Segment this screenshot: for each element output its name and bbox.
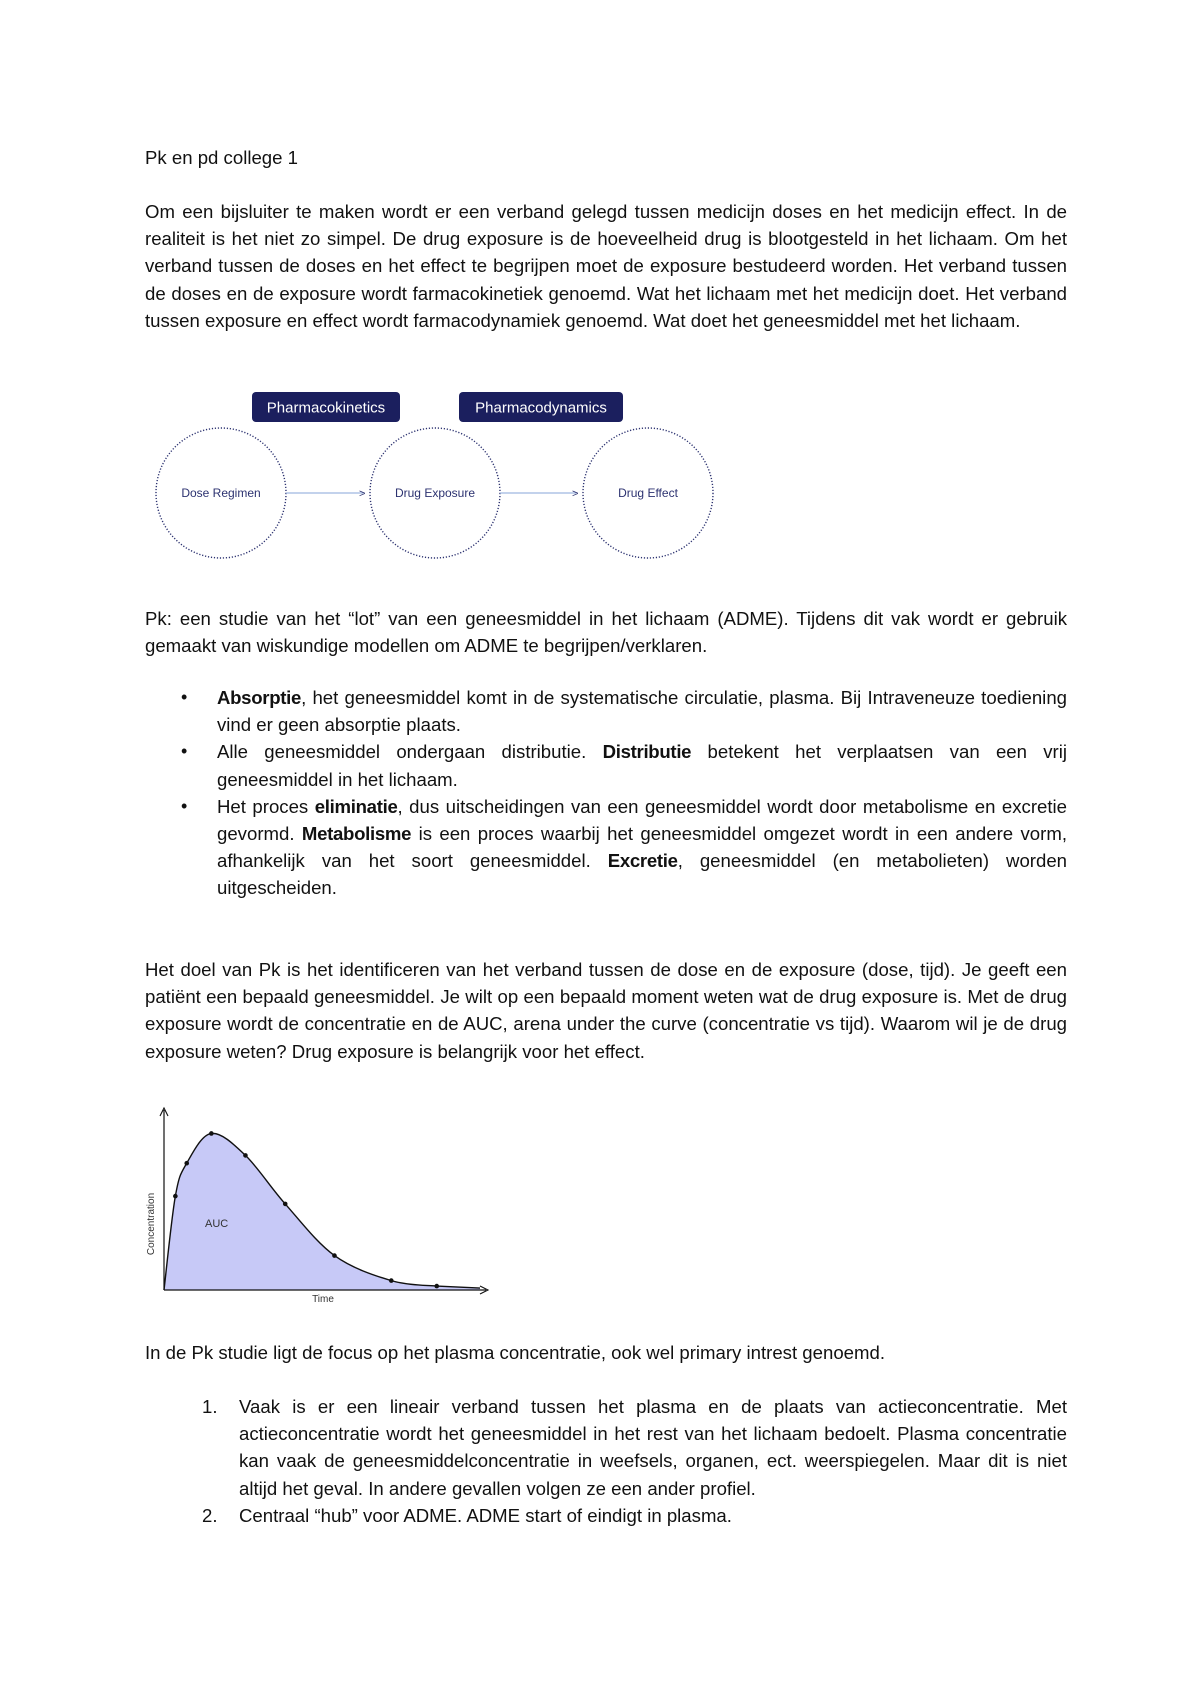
- bullet-text: is een proces waarbij het geneesmiddel omgezet wordt in een andere vorm, afhankelijk van het soort geneesmiddel.: [217, 823, 1067, 872]
- concentration-time-chart: [140, 1102, 500, 1312]
- list-item-text: Vaak is er een lineair verband tussen het plasma en de plaats van actieconcentratie. Met actieconcentratie wordt het geneesmiddel in het rest van het lichaam bedoelt. Plasma concentratie kan vaak de geneesmiddelconcentratie in weefsels, organen, ect. weerspiegelen. Maar dit is niet altijd het geval. In andere gevallen volgen ze een ander profiel.: [239, 1396, 1067, 1499]
- pharmacodynamics-label: Pharmacodynamics: [475, 399, 607, 417]
- x-axis-label: Time: [312, 1294, 334, 1305]
- dose-regimen-label: Dose Regimen: [181, 486, 261, 500]
- data-point-7: [389, 1278, 394, 1283]
- list-item: [145, 684, 1067, 738]
- data-point-6: [332, 1253, 337, 1258]
- arrow-head-1: >: [359, 488, 366, 500]
- bullet-text: , het geneesmiddel komt in de systematische circulatie, plasma. Bij Intraveneuze toediening vind er geen absorptie plaats.: [217, 687, 1067, 736]
- goal-paragraph: Het doel van Pk is het identificeren van het verband tussen de dose en de exposure (dose, tijd). Je geeft een patiënt een bepaald geneesmiddel. Je wilt op een bepaald moment weten wat de drug exposure is. Met de drug exposure wordt de concentratie en de AUC, arena under the curve (concentratie vs tijd). Waarom wil je de drug exposure weten? Drug exposure is belangrijk voor het effect.: [145, 959, 1067, 1062]
- list-item: [145, 793, 1067, 902]
- data-point-3: [209, 1131, 214, 1136]
- drug-effect-label: Drug Effect: [618, 486, 678, 500]
- list-item-text: Centraal “hub” voor ADME. ADME start of eindigt in plasma.: [239, 1504, 732, 1526]
- list-item: [145, 738, 1067, 792]
- bullet-text: Het proces: [217, 795, 315, 817]
- bullet-symbol: •: [181, 795, 188, 816]
- data-point-5: [283, 1202, 288, 1207]
- drug-exposure-label: Drug Exposure: [394, 486, 476, 500]
- term-excretie: Excretie: [607, 850, 678, 872]
- y-axis-label: Concentration: [146, 1192, 157, 1256]
- bullet-text: , dus uitscheidingen van een geneesmiddel wordt door metabolisme en excretie gevormd.: [217, 795, 1068, 845]
- term-eliminatie: eliminatie: [314, 795, 398, 817]
- arrow-head-2: >: [572, 488, 579, 500]
- data-point-2: [184, 1161, 189, 1166]
- list-item: [145, 1393, 1067, 1502]
- auc-label: AUC: [205, 1218, 229, 1230]
- numbered-list: [145, 1393, 1067, 1529]
- bullet-text: Alle geneesmiddel ondergaan distributie.: [217, 741, 603, 763]
- pk-intro-paragraph: Pk: een studie van het “lot” van een geneesmiddel in het lichaam (ADME). Tijdens dit vak wordt er gebruik gemaakt van wiskundige modellen om ADME te begrijpen/verklaren.: [145, 608, 1067, 657]
- list-item: [145, 1502, 1067, 1529]
- auc-area: [164, 1133, 480, 1290]
- list-number: 1.: [202, 1396, 218, 1417]
- term-distributie: Distributie: [602, 741, 692, 763]
- term-absorptie: Absorptie: [217, 687, 302, 708]
- data-point-1: [173, 1194, 178, 1199]
- term-metabolisme: Metabolisme: [301, 823, 412, 845]
- pharmacokinetics-label: Pharmacokinetics: [266, 399, 386, 417]
- list-number: 2.: [202, 1504, 218, 1526]
- bullet-symbol: •: [181, 687, 188, 707]
- bullet-text: , geneesmiddel (en metabolieten) worden uitgescheiden.: [217, 850, 1068, 899]
- pk-pd-diagram: [145, 385, 725, 565]
- adme-bullet-list: [145, 684, 1067, 902]
- data-point-8: [434, 1284, 439, 1289]
- plasma-focus-paragraph: In de Pk studie ligt de focus op het plasma concentratie, ook wel primary intrest genoemd.: [145, 1342, 886, 1363]
- document-title: Pk en pd college 1: [145, 147, 298, 168]
- data-point-4: [243, 1153, 248, 1158]
- bullet-text: betekent het verplaatsen van een vrij geneesmiddel in het lichaam.: [217, 741, 1067, 790]
- bullet-symbol: •: [181, 741, 188, 762]
- intro-paragraph: Om een bijsluiter te maken wordt er een verband gelegd tussen medicijn doses en het medicijn effect. In de realiteit is het niet zo simpel. De drug exposure is de hoeveelheid drug is blootgesteld in het lichaam. Om het verband tussen de doses en het effect te begrijpen moet de exposure bestudeerd worden. Het verband tussen de doses en de exposure wordt farmacokinetiek genoemd. Wat het lichaam met het medicijn doet. Het verband tussen exposure en effect wordt farmacodynamiek genoemd. Wat doet het geneesmiddel met het lichaam.: [145, 201, 1067, 331]
